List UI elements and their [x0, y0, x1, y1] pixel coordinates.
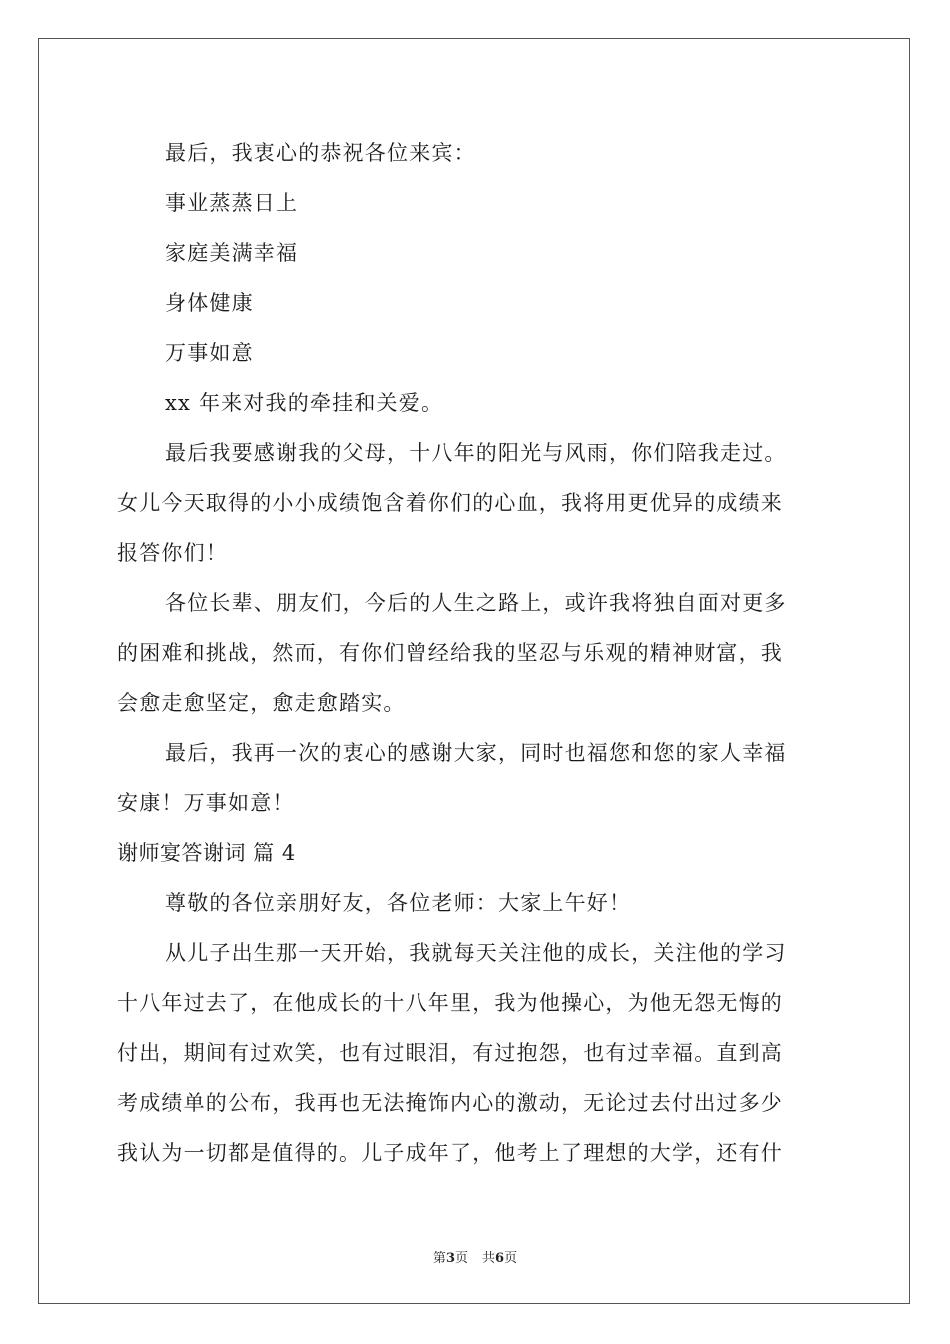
- text-line: 各位长辈、朋友们，今后的人生之路上，或许我将独自面对更多: [165, 591, 787, 615]
- text-line: 从儿子出生那一天开始，我就每天关注他的成长，关注他的学习: [165, 941, 787, 965]
- page-prefix: 第: [432, 1251, 446, 1266]
- text-line: 身体健康: [165, 291, 254, 315]
- page-suffix: 页: [454, 1251, 468, 1266]
- text-line: 最后我要感谢我的父母，十八年的阳光与风雨，你们陪我走过。: [165, 441, 787, 465]
- text-line: 最后，我再一次的衷心的感谢大家，同时也福您和您的家人幸福: [165, 741, 787, 765]
- text-line: 女儿今天取得的小小成绩饱含着你们的心血，我将用更优异的成绩来: [117, 491, 783, 515]
- page-footer: [0, 1247, 950, 1266]
- text-line: 最后，我衷心的恭祝各位来宾：: [165, 141, 476, 165]
- total-prefix: 共: [482, 1251, 496, 1266]
- text-line: 我认为一切都是值得的。儿子成年了，他考上了理想的大学，还有什: [117, 1141, 783, 1165]
- text-line: 十八年过去了，在他成长的十八年里，我为他操心，为他无怨无悔的: [117, 991, 783, 1015]
- document-body: [117, 128, 833, 1178]
- text-line: 安康！万事如意！: [117, 791, 295, 815]
- text-line: 家庭美满幸福: [165, 241, 299, 265]
- text-line: 报答你们！: [117, 541, 228, 565]
- text-line: 尊敬的各位亲朋好友，各位老师：大家上午好！: [165, 891, 632, 915]
- total-suffix: 页: [504, 1251, 518, 1266]
- text-line: 的困难和挑战，然而，有你们曾经给我的坚忍与乐观的精神财富，我: [117, 641, 783, 665]
- text-line: 万事如意: [165, 341, 254, 365]
- total-page-number: 6: [495, 1251, 505, 1266]
- text-line: 事业蒸蒸日上: [165, 191, 299, 215]
- current-page-number: 3: [445, 1251, 455, 1266]
- text-line: 考成绩单的公布，我再也无法掩饰内心的激动，无论过去付出过多少: [117, 1091, 783, 1115]
- section-heading: 谢师宴答谢词 篇 4: [117, 841, 296, 865]
- text-line: xx 年来对我的牵挂和关爱。: [165, 391, 444, 415]
- text-line: 付出，期间有过欢笑，也有过眼泪，有过抱怨，也有过幸福。直到高: [117, 1041, 783, 1065]
- text-line: 会愈走愈坚定，愈走愈踏实。: [117, 691, 406, 715]
